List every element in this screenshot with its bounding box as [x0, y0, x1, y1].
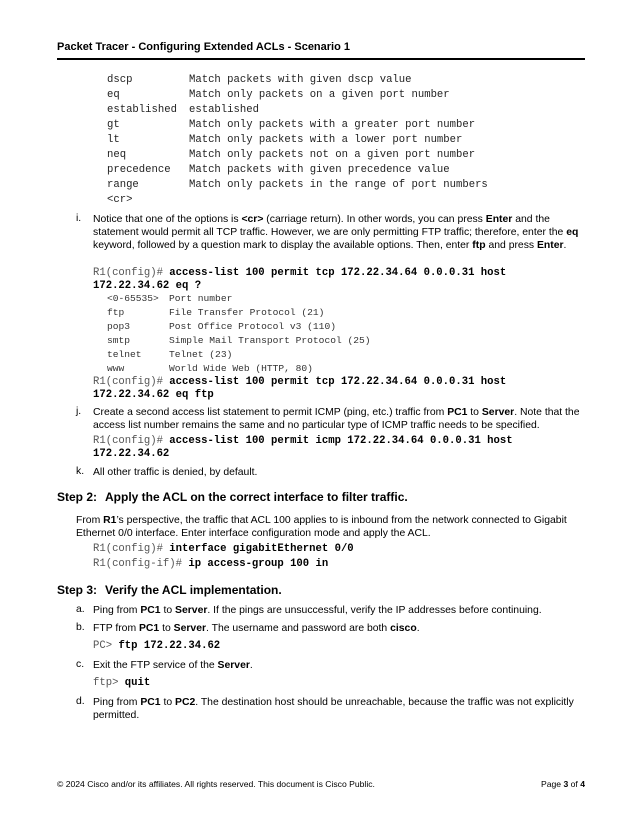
instruction-paragraph: All other traffic is denied, by default.	[93, 467, 258, 478]
port-description: Telnet (23)	[169, 349, 233, 360]
bold-text: Enter	[536, 240, 564, 251]
cli-block	[93, 376, 506, 402]
text-run: keyword, followed by a question mark to display the available options. Then, enter	[93, 240, 473, 251]
option-description: Match packets with given precedence value	[189, 164, 450, 176]
option-keyword: precedence	[107, 164, 171, 176]
cli-command: access-list 100 permit icmp 172.22.34.64 0.0.0.31 host	[169, 435, 513, 447]
copyright-text: © 2024 Cisco and/or its affiliates. All rights reserved. This document is Cisco Public.	[57, 779, 375, 789]
cli-line	[93, 677, 150, 690]
step-number: Step 3:	[57, 583, 98, 597]
option-description: Match only packets with a lower port number	[189, 134, 463, 146]
option-keyword: established	[107, 104, 177, 116]
port-row	[107, 362, 371, 376]
page-header	[57, 40, 585, 60]
cli-command: 172.22.34.62	[93, 448, 170, 460]
port-keyword: <0-65535>	[107, 293, 159, 304]
option-description: Match only packets in the range of port numbers	[189, 179, 488, 191]
text-run: From	[76, 515, 104, 526]
cli-block	[93, 435, 513, 461]
port-keyword: www	[107, 363, 125, 374]
page-separator: of	[568, 779, 581, 789]
option-row	[107, 163, 488, 178]
text-run: to	[159, 623, 174, 634]
cli-command: interface gigabitEthernet 0/0	[169, 543, 354, 555]
cli-command: access-list 100 permit tcp 172.22.34.64 0.0.0.31 host	[169, 376, 507, 388]
text-run: to	[160, 605, 176, 616]
list-marker: k.	[76, 466, 85, 477]
text-run: Exit the FTP service of the	[93, 660, 218, 671]
text-run: to	[160, 697, 176, 708]
option-description: Match only packets with a greater port number	[189, 119, 476, 131]
text-run: and the statement would permit all TCP traffic. However, we are only permitting FTP traffic; therefore, enter the	[93, 214, 567, 238]
text-run: . The username and password are both	[206, 623, 391, 634]
bold-text: PC2	[175, 697, 196, 708]
option-row	[107, 178, 488, 193]
page-number	[541, 779, 585, 789]
port-description: World Wide Web (HTTP, 80)	[169, 363, 313, 374]
text-run: .	[563, 240, 567, 251]
instruction-paragraph	[93, 659, 583, 672]
ports-table	[107, 292, 371, 376]
cli-command: 172.22.34.62 eq ftp	[93, 389, 214, 401]
instruction-paragraph	[93, 406, 583, 432]
bold-text: Server	[481, 407, 515, 418]
cli-command: 172.22.34.62 eq ?	[93, 280, 202, 292]
step-heading	[57, 490, 408, 504]
text-run: ’s perspective, the traffic that ACL 100 applies to is inbound from the network connected to Gigabit Ethernet 0/0 interface. Enter interface configuration mode and apply the ACL.	[76, 515, 567, 539]
text-run: (carriage return). In other words, you can press	[263, 214, 486, 225]
option-row	[107, 193, 488, 208]
option-keyword: neq	[107, 149, 127, 161]
option-row	[107, 73, 488, 88]
port-row	[107, 292, 371, 306]
cli-prompt: R1(config-if)#	[93, 558, 189, 570]
list-marker: j.	[76, 406, 82, 417]
cli-command: access-list 100 permit tcp 172.22.34.64 0.0.0.31 host	[169, 267, 507, 279]
cli-prompt: R1(config)#	[93, 543, 170, 555]
instruction-paragraph	[93, 604, 583, 617]
port-row	[107, 334, 371, 348]
step-number: Step 2:	[57, 490, 98, 504]
page-total: 4	[580, 779, 585, 789]
port-keyword: smtp	[107, 335, 131, 346]
page-prefix: Page	[541, 779, 564, 789]
bold-text: PC1	[140, 605, 161, 616]
port-description: Simple Mail Transport Protocol (25)	[169, 335, 371, 346]
option-keyword: dscp	[107, 74, 133, 86]
option-row	[107, 103, 488, 118]
list-marker: i.	[76, 213, 82, 224]
cli-prompt: R1(config)#	[93, 267, 170, 279]
page-footer	[57, 779, 585, 789]
bold-text: cisco	[390, 623, 417, 634]
list-marker: d.	[76, 696, 85, 707]
port-keyword: telnet	[107, 349, 142, 360]
options-table	[107, 73, 488, 208]
text-run: and press	[485, 240, 537, 251]
text-run: .	[416, 623, 420, 634]
cli-command: ftp 172.22.34.62	[118, 640, 221, 652]
bold-text: PC1	[139, 623, 160, 634]
text-run: Ping from	[93, 697, 141, 708]
cli-line	[93, 558, 328, 571]
port-description: Port number	[169, 293, 233, 304]
port-row	[107, 306, 371, 320]
cli-prompt: ftp>	[93, 677, 125, 689]
option-row	[107, 118, 488, 133]
cli-prompt: R1(config)#	[93, 376, 170, 388]
port-keyword: ftp	[107, 307, 125, 318]
cli-command: quit	[124, 677, 151, 689]
option-description: Match only packets on a given port number	[189, 89, 450, 101]
text-run: . The destination host should be unreachable, because the traffic was not explicitly permitted.	[93, 697, 574, 721]
option-keyword: gt	[107, 119, 120, 131]
text-run: . Note that the access list number remains the same and no particular type of ICMP traffic needs to be specified.	[93, 407, 580, 431]
port-description: Post Office Protocol v3 (110)	[169, 321, 336, 332]
option-keyword: <cr>	[107, 194, 133, 206]
bold-text: Server	[173, 623, 207, 634]
option-row	[107, 133, 488, 148]
bold-text: eq	[566, 227, 579, 238]
port-row	[107, 320, 371, 334]
cli-prompt: R1(config)#	[93, 435, 170, 447]
bold-text: R1	[103, 515, 117, 526]
text-run: .	[249, 660, 253, 671]
option-row	[107, 148, 488, 163]
instruction-paragraph	[93, 622, 583, 635]
text-run: Create a second access list statement to permit ICMP (ping, etc.) traffic from	[93, 407, 448, 418]
bold-text: PC1	[447, 407, 468, 418]
cli-block	[93, 267, 506, 293]
option-description: Match only packets not on a given port number	[189, 149, 476, 161]
bold-text: ftp	[472, 240, 486, 251]
step-title: Verify the ACL implementation.	[105, 583, 282, 597]
instruction-paragraph	[93, 213, 583, 252]
text-run: Notice that one of the options is	[93, 214, 242, 225]
page-current: 3	[563, 779, 569, 789]
instruction-paragraph	[93, 696, 583, 722]
port-keyword: pop3	[107, 321, 131, 332]
step-body	[76, 514, 586, 540]
option-keyword: eq	[107, 89, 120, 101]
cli-command: ip access-group 100 in	[188, 558, 329, 570]
option-keyword: range	[107, 179, 139, 191]
list-marker: b.	[76, 622, 85, 633]
cli-line	[93, 640, 220, 653]
bold-text: Server	[175, 605, 208, 616]
port-description: File Transfer Protocol (21)	[169, 307, 325, 318]
port-row	[107, 348, 371, 362]
text-run: to	[467, 407, 482, 418]
option-row	[107, 88, 488, 103]
option-description: Match packets with given dscp value	[189, 74, 412, 86]
option-keyword: lt	[107, 134, 120, 146]
bold-text: Server	[217, 660, 250, 671]
step-heading	[57, 583, 282, 597]
text-run: . If the pings are unsuccessful, verify the IP addresses before continuing.	[207, 605, 542, 616]
cli-line	[93, 543, 354, 556]
bold-text: Enter	[485, 214, 513, 225]
list-marker: a.	[76, 604, 85, 615]
option-description: established	[189, 104, 259, 116]
text-run: Ping from	[93, 605, 141, 616]
bold-text: <cr>	[241, 214, 264, 225]
text-run: FTP from	[93, 623, 139, 634]
step-title: Apply the ACL on the correct interface to filter traffic.	[105, 490, 408, 504]
bold-text: PC1	[140, 697, 161, 708]
list-marker: c.	[76, 659, 85, 670]
cli-prompt: PC>	[93, 640, 119, 652]
document-title: Packet Tracer - Configuring Extended ACLs - Scenario 1	[57, 41, 350, 53]
